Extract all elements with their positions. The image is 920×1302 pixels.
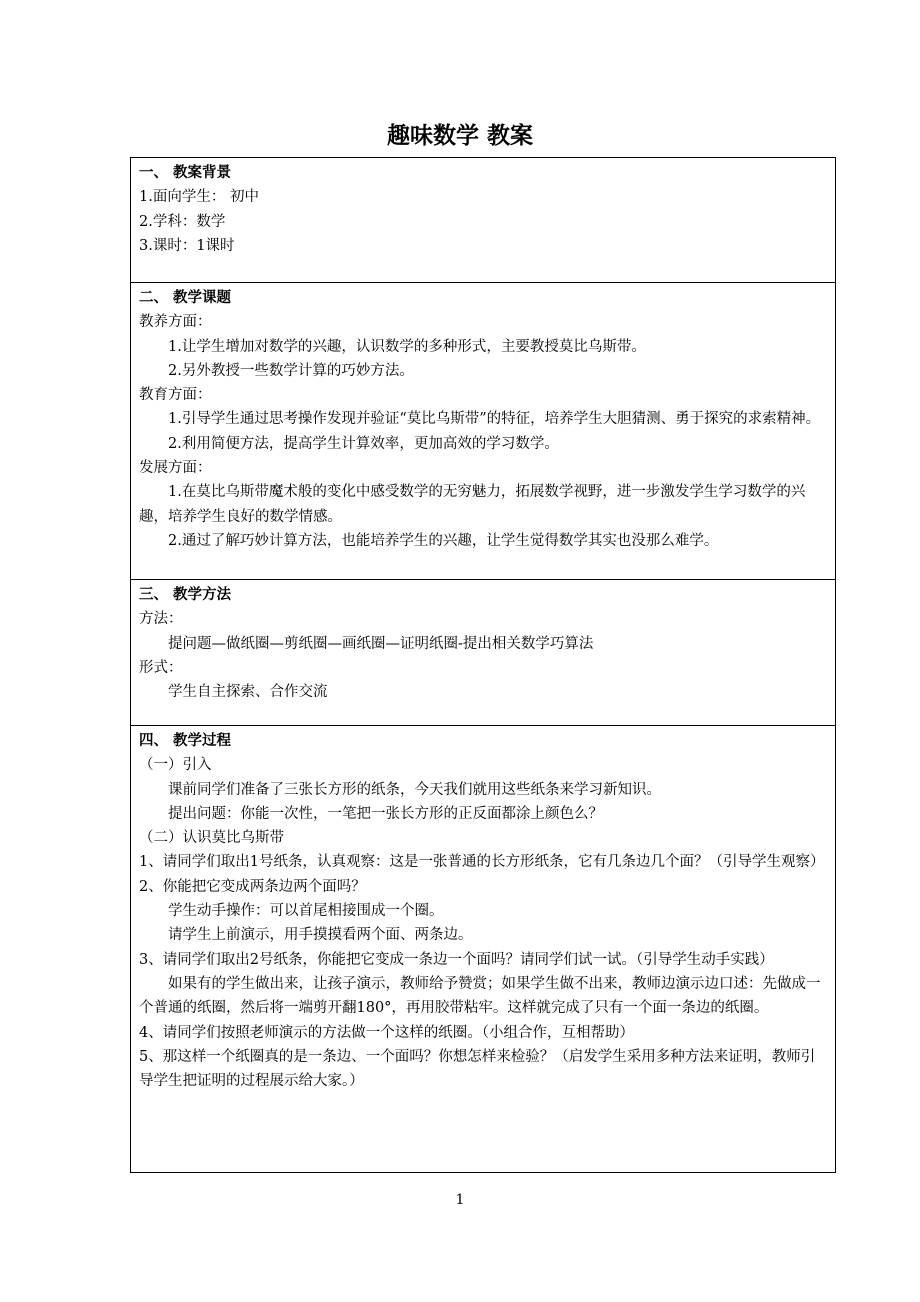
section-background bbox=[131, 158, 835, 282]
step-text: 4、请同学们按照老师演示的方法做一个这样的纸圈。（小组合作，互相帮助） bbox=[139, 1024, 634, 1041]
list-item: 1.引导学生通过思考操作发现并验证“莫比乌斯带”的特征，培养学生大胆猜测、勇于探究的求索精神。 bbox=[168, 411, 821, 428]
form-label: 形式： bbox=[139, 659, 183, 676]
subsection-label: 教养方面： bbox=[139, 314, 212, 331]
lesson-plan-table bbox=[130, 157, 836, 1173]
section-heading: 三、 教学方法 bbox=[139, 587, 232, 603]
page-number: 1 bbox=[455, 1192, 465, 1208]
list-item: 2.另外教授一些数学计算的巧妙方法。 bbox=[168, 362, 414, 379]
step-text: 1、请同学们取出1号纸条，认真观察：这是一张普通的长方形纸条，它有几条边几个面？（引导学生观察） bbox=[139, 854, 825, 871]
list-item: 1.让学生增加对数学的兴趣，认识数学的多种形式，主要教授莫比乌斯带。 bbox=[168, 338, 646, 355]
step-text: 5、那这样一个纸圈真的是一条边、一个面吗？你想怎样来检验？（启发学生采用多种方法来证明，教师引导学生把证明的过程展示给大家。） bbox=[139, 1048, 816, 1090]
subject-line: 2.学科：数学 bbox=[139, 213, 226, 230]
section-process bbox=[131, 725, 835, 1172]
paragraph: 学生动手操作：可以首尾相接围成一个圈。 bbox=[168, 903, 444, 920]
step-text: 2、你能把它变成两条边两个面吗？ bbox=[139, 878, 366, 895]
form-text: 学生自主探索、合作交流 bbox=[168, 684, 328, 701]
list-item: 1.在莫比乌斯带魔术般的变化中感受数学的无穷魅力，拓展数学视野，进一步激发学生学习数学的兴趣，培养学生良好的数学情感。 bbox=[139, 484, 806, 525]
target-students-line: 1.面向学生： 初中 bbox=[139, 189, 259, 206]
paragraph: 请学生上前演示，用手摸摸看两个面、两条边。 bbox=[168, 927, 473, 944]
section-heading: 四、 教学过程 bbox=[139, 733, 232, 749]
method-label: 方法： bbox=[139, 611, 183, 628]
class-hours-line: 3.课时：1课时 bbox=[139, 237, 235, 254]
paragraph: 课前同学们准备了三张长方形的纸条，今天我们就用这些纸条来学习新知识。 bbox=[168, 781, 661, 798]
subsection-label: 发展方面： bbox=[139, 460, 212, 477]
list-item: 2.利用简便方法，提高学生计算效率，更加高效的学习数学。 bbox=[168, 435, 559, 452]
section-heading: 一、 教案背景 bbox=[139, 165, 232, 181]
part-label: （二）认识莫比乌斯带 bbox=[139, 830, 284, 847]
list-item: 2.通过了解巧妙计算方法，也能培养学生的兴趣，让学生觉得数学其实也没那么难学。 bbox=[168, 532, 719, 549]
section-methods bbox=[131, 579, 835, 725]
method-text: 提问题—做纸圈—剪纸圈—画纸圈—证明纸圈-提出相关数学巧算法 bbox=[168, 635, 594, 652]
section-heading: 二、 教学课题 bbox=[139, 290, 232, 306]
section-topic bbox=[131, 282, 835, 579]
paragraph: 提出问题：你能一次性，一笔把一张长方形的正反面都涂上颜色么？ bbox=[168, 805, 603, 822]
page-title: 趣味数学 教案 bbox=[386, 123, 533, 149]
part-label: （一）引入 bbox=[139, 757, 212, 774]
step-text: 3、请同学们取出2号纸条，你能把它变成一条边一个面吗？请同学们试一试。（引导学生动手实践） bbox=[139, 951, 774, 968]
subsection-label: 教育方面： bbox=[139, 387, 212, 404]
paragraph: 如果有的学生做出来，让孩子演示，教师给予赞赏；如果学生做不出来，教师边演示边口述：先做成一个普通的纸圈，然后将一端剪开翻180°，再用胶带粘牢。这样就完成了只有一个面一条边的纸圈。 bbox=[139, 975, 821, 1017]
